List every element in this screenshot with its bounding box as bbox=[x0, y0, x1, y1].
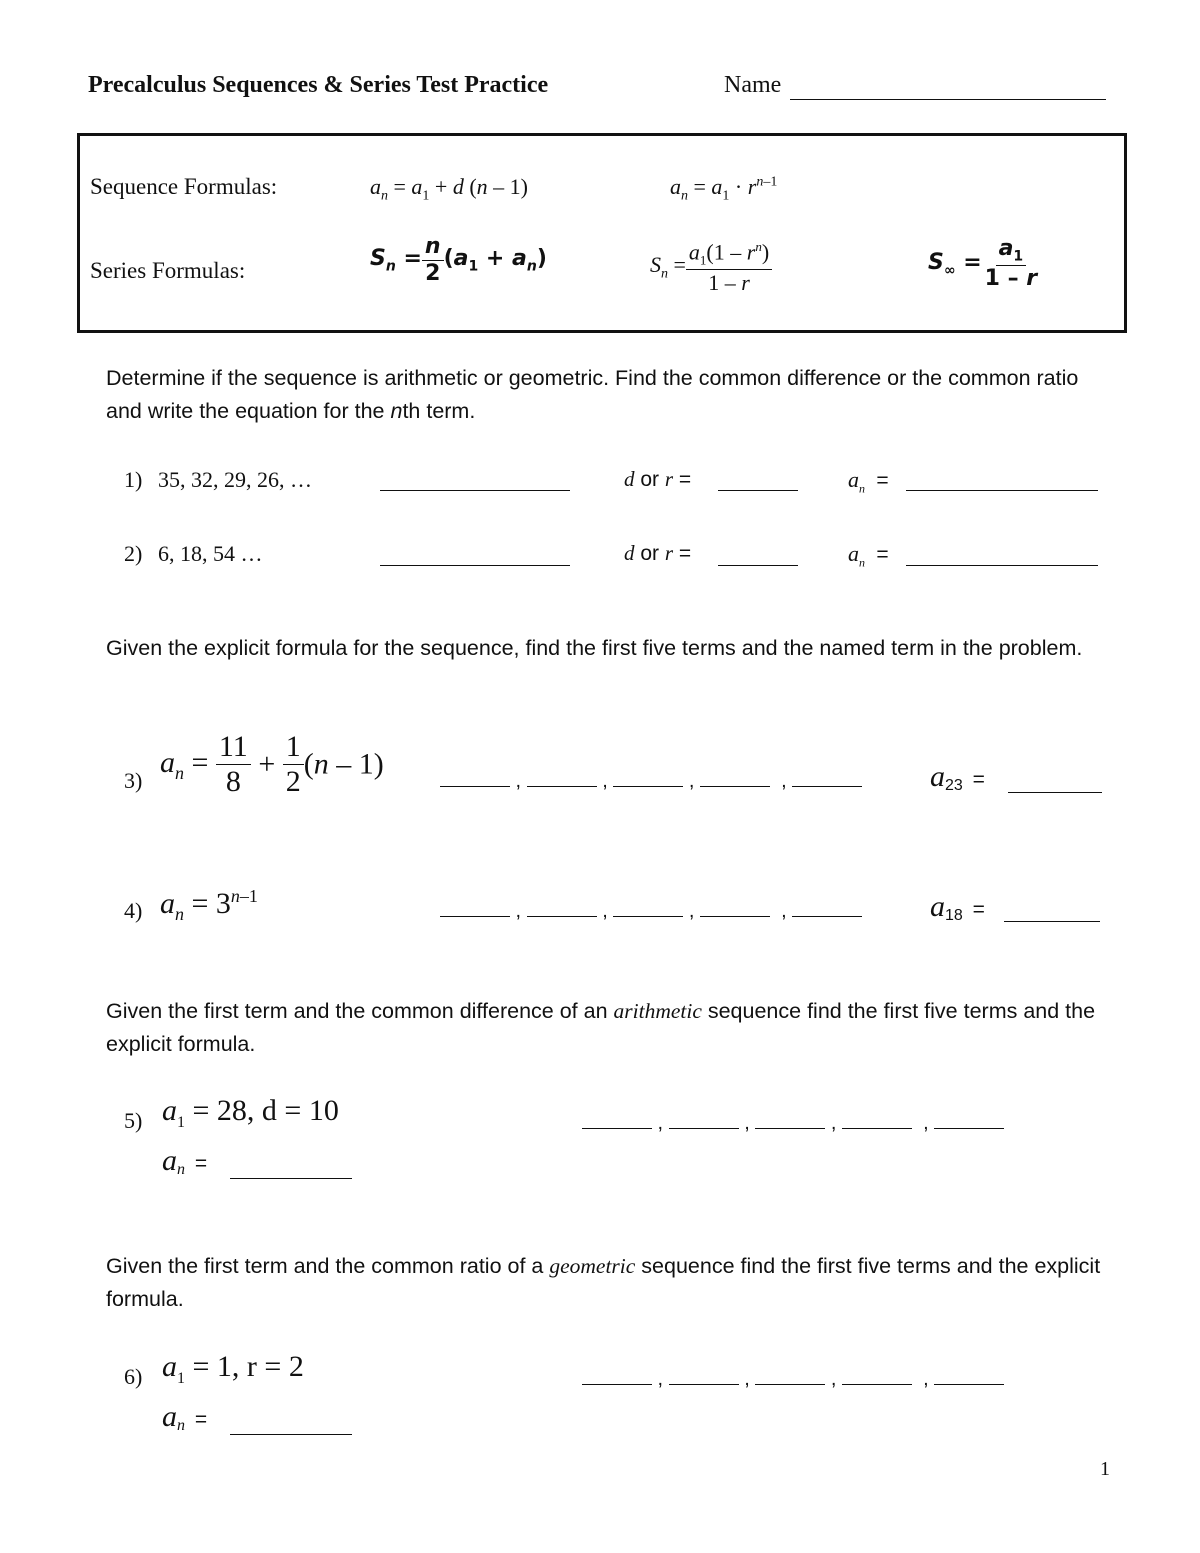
worksheet-title: Precalculus Sequences & Series Test Practice bbox=[88, 72, 549, 98]
problem-2-an-label: $a_n$ = bbox=[848, 541, 889, 570]
problem-5-number: 5) bbox=[124, 1108, 143, 1133]
problem-4-term-blanks[interactable]: , , , , bbox=[440, 900, 862, 923]
problem-4-number: 4) bbox=[124, 898, 143, 923]
formula-reference-box bbox=[77, 133, 1127, 333]
arithmetic-sequence-formula: $a_n = a_1 + d$ (n – 1) bbox=[370, 174, 528, 204]
problem-1-sequence: 35, 32, 29, 26, … bbox=[158, 467, 312, 492]
problem-2-type-blank[interactable] bbox=[380, 565, 570, 566]
problem-6-an-label: $a_n$ = bbox=[162, 1400, 208, 1435]
problem-3-named-term-label: $a_{23}$ = bbox=[930, 760, 985, 795]
problem-6-an-blank[interactable] bbox=[230, 1434, 352, 1435]
problem-2-d-or-r-blank[interactable] bbox=[718, 565, 798, 566]
section4-instructions: Given the first term and the common ratio of a geometric sequence find the first five terms and the explicit formula. bbox=[106, 1254, 1101, 1311]
problem-1-an-label: $a_n$ = bbox=[848, 467, 889, 496]
problem-6-number: 6) bbox=[124, 1364, 143, 1389]
problem-4-named-term-label: $a_{18}$ = bbox=[930, 890, 985, 925]
problem-3-term-blanks[interactable]: , , , , bbox=[440, 770, 862, 793]
page-number: 1 bbox=[1100, 1458, 1110, 1480]
section2-instructions: Given the explicit formula for the sequence, find the first five terms and the named term in the problem. bbox=[106, 636, 1083, 660]
section3-instructions: Given the first term and the common difference of an arithmetic sequence find the first five terms and the explicit formula. bbox=[106, 999, 1096, 1056]
sequence-formulas-label: Sequence Formulas: bbox=[90, 174, 278, 199]
problem-5-an-label: $a_n$ = bbox=[162, 1144, 208, 1179]
problem-3-named-term-blank[interactable] bbox=[1008, 792, 1102, 793]
infinite-series-formula: $S_\infty$ = $\frac{a_1}{1 - r}$ bbox=[928, 236, 1038, 292]
problem-6-given: $a_1 = 1$, r = 2 bbox=[162, 1350, 304, 1387]
problem-2-sequence: 6, 18, 54 … bbox=[158, 541, 263, 566]
problem-6-term-blanks[interactable]: , , , , bbox=[582, 1368, 1004, 1391]
geometric-sequence-formula: $a_n = a_1 \cdot r^{n-1}$ bbox=[670, 174, 778, 204]
problem-1-d-or-r-label: d or r = bbox=[624, 467, 692, 491]
problem-1-number: 1) bbox=[124, 467, 143, 492]
arithmetic-series-formula: $S_n$ = $\frac{n}{2}$ $(a_1 + a_n)$ bbox=[370, 234, 547, 286]
problem-1-type-blank[interactable] bbox=[380, 490, 570, 491]
problem-3-formula: $a_n$ = $\frac{11}{8}$ + $\frac{1}{2}$ (n – 1) bbox=[160, 730, 384, 798]
problem-2-number: 2) bbox=[124, 541, 143, 566]
problem-5-term-blanks[interactable]: , , , , bbox=[582, 1112, 1004, 1135]
section1-instructions: Determine if the sequence is arithmetic or geometric. Find the common difference or the common ratio and write the equation for the nth term. bbox=[106, 366, 1079, 423]
problem-2-d-or-r-label: d or r = bbox=[624, 541, 692, 565]
problem-4-named-term-blank[interactable] bbox=[1004, 921, 1100, 922]
problem-5-an-blank[interactable] bbox=[230, 1178, 352, 1179]
series-formulas-label: Series Formulas: bbox=[90, 258, 246, 283]
name-label: Name bbox=[724, 72, 782, 98]
problem-2-an-blank[interactable] bbox=[906, 565, 1098, 566]
problem-5-given: $a_1 = 28$, d = 10 bbox=[162, 1094, 339, 1131]
name-field-line[interactable] bbox=[790, 99, 1106, 100]
problem-1-d-or-r-blank[interactable] bbox=[718, 490, 798, 491]
problem-1-an-blank[interactable] bbox=[906, 490, 1098, 491]
problem-3-number: 3) bbox=[124, 768, 143, 793]
problem-4-formula: $a_n = 3^{n-1}$ bbox=[160, 886, 258, 924]
geometric-series-formula: $S_n$ = $\frac{a_1(1 - r^n)}{1 - r}$ bbox=[650, 240, 772, 294]
